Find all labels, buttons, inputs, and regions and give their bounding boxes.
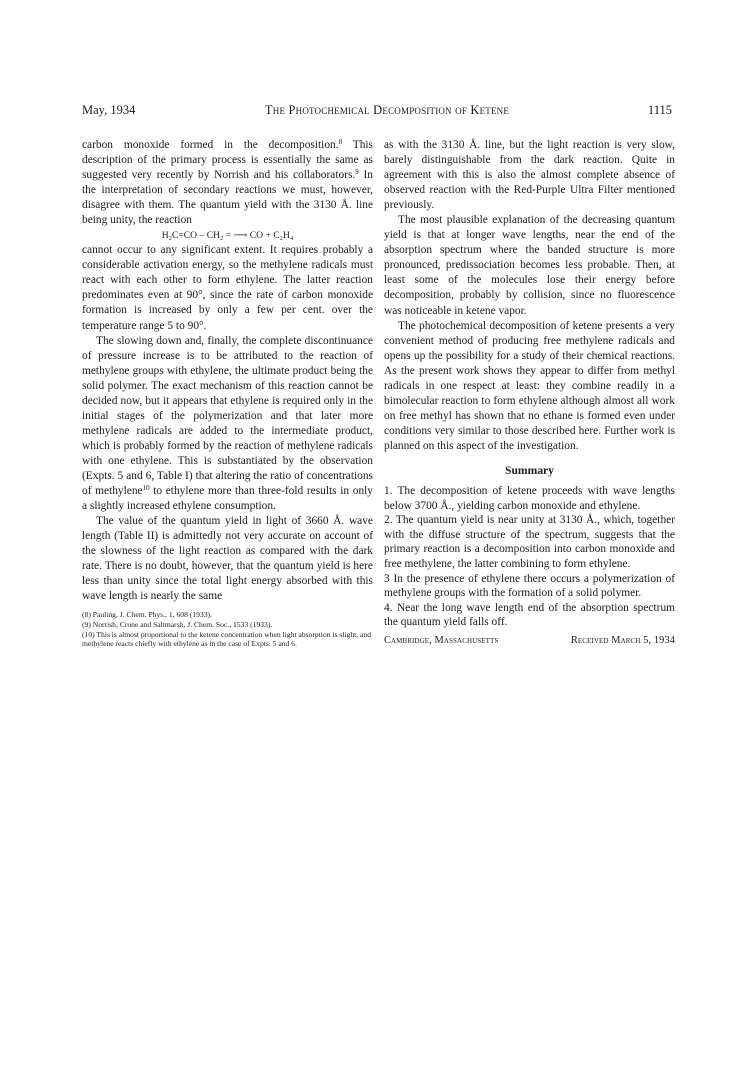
page-number: 1115: [647, 103, 672, 117]
text-run: carbon monoxide formed in the decomposition.: [82, 139, 339, 151]
summary-heading: Summary: [505, 463, 554, 477]
footnotes: [82, 610, 373, 648]
affiliation: Cambridge, Massachusetts: [384, 634, 499, 646]
summary-item-4: 4. Near the long wave length end of the absorption spectrum the quantum yield falls off.: [384, 601, 675, 629]
summary-item-1: 1. The decomposition of ketene proceeds with wave lengths below 3700 Å., yielding carbon monoxide and ethylene.: [384, 485, 675, 512]
paragraph: The most plausible explanation of the decreasing quantum yield is that at longer wave lengths, near the end of the absorption spectrum where the banded structure is more pronounced, predissociation becomes less probable. Then, at least some of the molecules lose their energy before decomposition, probably by collision, since no fluorescence was noticeable in ketene vapor.: [384, 214, 675, 317]
left-column: [82, 138, 373, 649]
footnote-10: (10) This is almost proportional to the ketene concentration when light absorption is slight, and methylene reacts chiefly with ethylene as in the case of Expts. 5 and 6.: [82, 629, 372, 649]
received-line: [384, 633, 675, 648]
paragraph: cannot occur to any significant extent. It requires probably a considerable activation energy, so the methylene radicals must react with each other to form ethylene. The latter reaction predominates even at 90°, since the rate of carbon monoxide formation is increased by only a few per cent. over the temperature range 5 to 90°.: [82, 244, 373, 332]
paragraph: The photochemical decomposition of ketene presents a very convenient method of producing free methylene radicals and opens up the possibility for a study of their chemical reactions. As the present work shows they appear to differ from methyl radicals in one respect at least: they combine readily in a bimolecular reaction to form ethylene although almost all work on free methyl has shown that no ethane is formed even under conditions very similar to those described here. Further work is planned on this aspect of the investigation.: [384, 319, 675, 452]
running-header: [82, 103, 672, 121]
footnote-ref-8: 8: [338, 138, 343, 146]
received-date: Received March 5, 1934: [570, 634, 675, 646]
text-run: The slowing down and, finally, the complete discontinuance of pressure increase is to be attributed to the reaction of methylene groups with ethylene, the ultimate product being the solid polymer. The exact mechanism of this reaction cannot be decided now, but it appears that ethylene is required only in the initial stages of the polymerization and that later more methylene radicals are added to the intermediate product, which is probably formed by the reaction of methylene radicals with one ethylene. This is substantiated by the observation (Expts. 5 and 6, Table I) that altering the ratio of concentrations of methylene: [82, 334, 373, 498]
paragraph: [82, 334, 373, 515]
footnote-8: (8) Pauling, J. Chem. Phys., 1, 608 (1933).: [82, 610, 212, 620]
right-column: [384, 138, 675, 648]
text-run: This description of the primary process is essentially the same as suggested very recently by Norrish and his collaborators.: [82, 139, 373, 182]
paragraph: as with the 3130 Å. line, but the light reaction is very slow, barely distinguishable from the dark reaction. Quite in agreement with this is also the almost complete absence of observed reaction with the Red-Purple Ultra Filter mentioned previously.: [384, 139, 675, 212]
running-title: The Photochemical Decomposition of Ketene: [264, 103, 510, 117]
paragraph: The value of the quantum yield in light of 3660 Å. wave length (Table II) is admittedly not very accurate on account of the slowness of the light reaction as compared with the dark rate. There is no doubt, however, that the quantum yield is here less than unity since the total light energy absorbed with this wave length is nearly the same: [82, 515, 373, 603]
text-run: to ethylene more than three-fold results in only a slightly increased ethylene consumption.: [82, 485, 374, 513]
text-run: In the interpretation of secondary reactions we must, however, disagree with them. The quantum yield with the 3130 Å. line being unity, the reaction: [82, 169, 373, 227]
footnote-ref-9: 9: [355, 168, 359, 177]
summary-item-2: 2. The quantum yield is near unity at 3130 Å., which, together with the diffuse structure of the spectrum, suggests that the primary reaction is a decomposition into carbon monoxide and free methylene, the latter combining to form ethylene.: [384, 514, 675, 570]
issue-date: May, 1934: [82, 103, 136, 117]
paragraph: [82, 138, 373, 228]
footnote-ref-10: 10: [142, 484, 150, 493]
reaction-equation: H₂C=CO – CH₂ = ⟶ CO + C₂H₄: [161, 230, 294, 242]
footnote-9: (9) Norrish, Crone and Saltmarsh, J. Chem. Soc., 1533 (1933).: [82, 620, 273, 629]
summary-item-3: 3 In the presence of ethylene there occurs a polymerization of methylene groups with the formation of a solid polymer.: [384, 572, 675, 600]
